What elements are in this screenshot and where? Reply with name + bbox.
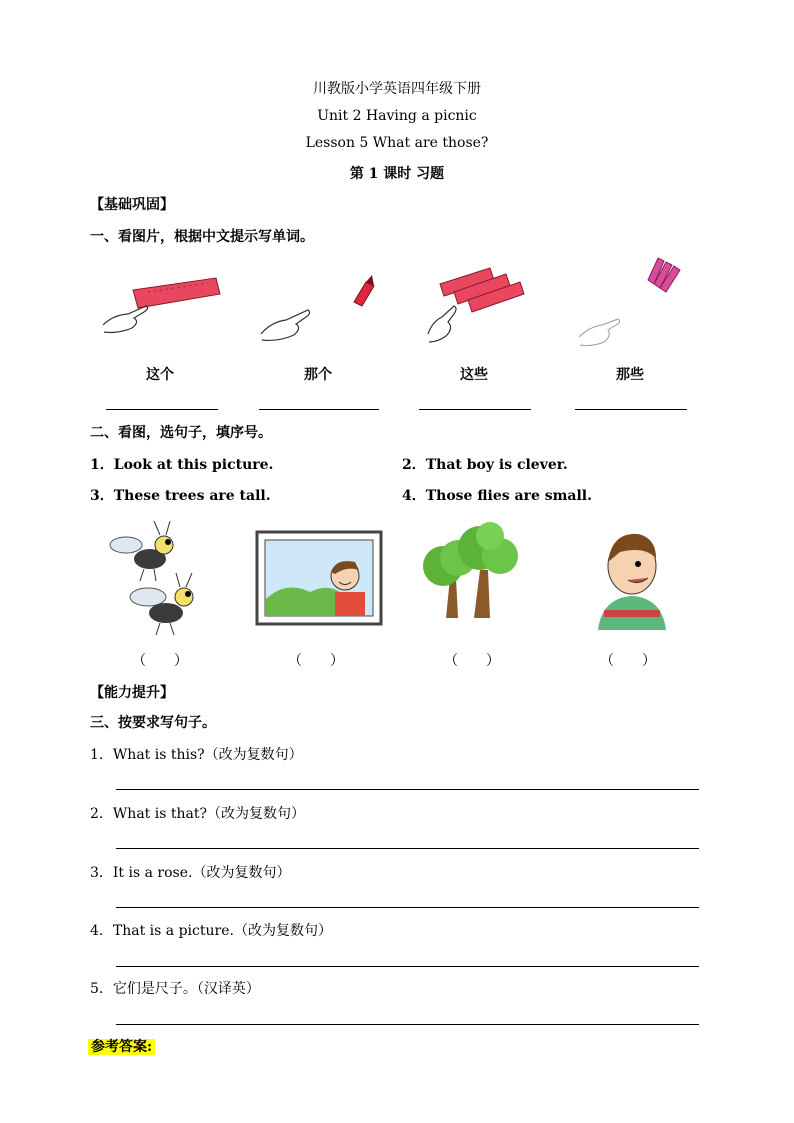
option-2: 2．That boy is clever. xyxy=(402,457,568,473)
answer-line[interactable] xyxy=(419,409,531,410)
option-4: 4．Those flies are small. xyxy=(402,488,593,504)
option-1: 1．Look at this picture. xyxy=(90,457,274,473)
fly-icon xyxy=(130,573,193,635)
answer-line[interactable] xyxy=(116,966,699,967)
label-this: 这个 xyxy=(146,367,174,383)
lesson-title: Lesson 5 What are those? xyxy=(305,135,489,151)
label-these: 这些 xyxy=(460,367,488,383)
pointing-these-rulers-image xyxy=(420,262,540,347)
rulers-icon xyxy=(440,268,524,312)
answer-line[interactable] xyxy=(575,409,687,410)
option-3: 3．These trees are tall. xyxy=(90,488,271,504)
answer-blank[interactable]: （ ） xyxy=(444,653,500,669)
pointing-those-crayons-image xyxy=(574,252,694,352)
unit-title: Unit 2 Having a picnic xyxy=(317,108,477,124)
answers-label: 参考答案: xyxy=(88,1039,155,1055)
answer-line[interactable] xyxy=(116,1024,699,1025)
answer-line[interactable] xyxy=(106,409,218,410)
hand-icon xyxy=(103,306,148,333)
answer-blank[interactable]: （ ） xyxy=(288,653,344,669)
pointing-that-crayon-image xyxy=(256,272,386,347)
question-4: 4．That is a picture.（改为复数句） xyxy=(90,923,332,939)
hand-icon xyxy=(261,310,310,340)
label-those: 那些 xyxy=(616,367,644,383)
answer-line[interactable] xyxy=(116,907,699,908)
section-heading-basic: 【基础巩固】 xyxy=(90,197,174,213)
crayon-icon xyxy=(354,275,374,306)
question-3: 3．It is a rose.（改为复数句） xyxy=(90,865,291,881)
section2-instruction: 二、看图，选句子，填序号。 xyxy=(90,425,272,441)
section1-instruction: 一、看图片，根据中文提示写单词。 xyxy=(90,229,314,245)
answer-line[interactable] xyxy=(259,409,379,410)
crayons-icon xyxy=(648,258,680,292)
answer-blank[interactable]: （ ） xyxy=(132,653,188,669)
pointing-this-ruler-image xyxy=(98,270,228,340)
book-title: 川教版小学英语四年级下册 xyxy=(313,81,481,97)
ruler-icon xyxy=(133,278,220,308)
section3-instruction: 三、按要求写句子。 xyxy=(90,715,216,731)
flies-image xyxy=(108,515,213,640)
label-that: 那个 xyxy=(304,367,332,383)
question-1: 1．What is this?（改为复数句） xyxy=(90,747,303,763)
answers-label-wrap xyxy=(88,1036,155,1056)
question-5: 5．它们是尺子。（汉译英） xyxy=(90,981,260,997)
hand-icon xyxy=(428,306,456,342)
question-2: 2．What is that?（改为复数句） xyxy=(90,806,305,822)
boy-icon xyxy=(598,534,666,630)
trees-image xyxy=(418,518,523,626)
fly-icon xyxy=(110,521,173,581)
framed-picture-image xyxy=(255,530,383,626)
period-title: 第 1 课时 习题 xyxy=(349,166,445,182)
answer-line[interactable] xyxy=(116,848,699,849)
hand-icon xyxy=(579,319,620,346)
section-heading-advanced: 【能力提升】 xyxy=(90,685,174,701)
answer-line[interactable] xyxy=(116,789,699,790)
answer-blank[interactable]: （ ） xyxy=(600,653,656,669)
boy-portrait-image xyxy=(592,522,672,630)
